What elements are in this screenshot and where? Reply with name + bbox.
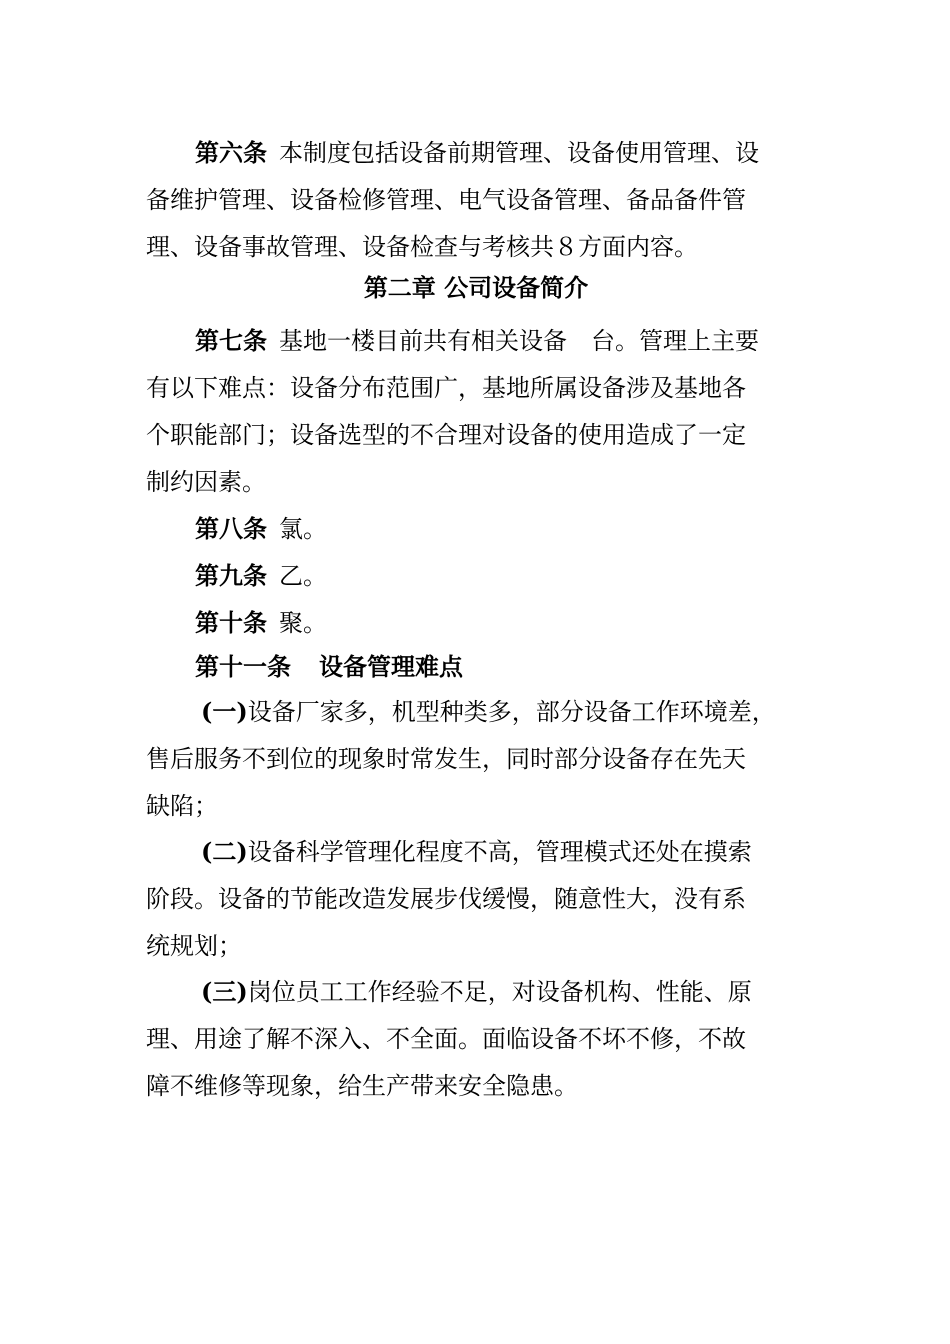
text-line: 理、用途了解不深入、不全面。面临设备不坏不修，不故 xyxy=(146,1025,746,1053)
text-line: 氯。 xyxy=(279,515,327,543)
article-label: 第六条 xyxy=(195,138,267,167)
item-2 xyxy=(146,828,806,970)
article-8 xyxy=(146,505,806,553)
text-line: 阶段。设备的节能改造发展步伐缓慢，随意性大，没有系 xyxy=(146,885,746,913)
text-line: 本制度包括设备前期管理、设备使用管理、设 xyxy=(279,139,759,167)
text-line: 设备厂家多，机型种类多，部分设备工作环境差， xyxy=(247,698,776,726)
item-label: (二) xyxy=(201,837,248,866)
text-line: 缺陷； xyxy=(146,792,218,820)
article-title: 设备管理难点 xyxy=(319,652,463,681)
article-9 xyxy=(146,552,806,600)
article-label: 第九条 xyxy=(195,561,267,590)
text-line: 理、设备事故管理、设备检查与考核共８方面内容。 xyxy=(146,233,698,261)
chapter-heading: 第二章 公司设备简介 xyxy=(363,273,589,302)
text-line: 乙。 xyxy=(279,562,327,590)
article-11 xyxy=(146,643,806,690)
article-10 xyxy=(146,599,806,647)
article-label: 第十一条 xyxy=(195,652,291,681)
article-label: 第十条 xyxy=(195,608,267,637)
article-label: 第八条 xyxy=(195,514,267,543)
text-line: 障不维修等现象，给生产带来安全隐患。 xyxy=(146,1072,578,1100)
text-line: 有以下难点：设备分布范围广，基地所属设备涉及基地各 xyxy=(146,374,746,402)
text-line: 售后服务不到位的现象时常发生，同时部分设备存在先天 xyxy=(146,745,746,773)
text-line: 基地一楼目前共有相关设备 台。管理上主要 xyxy=(279,327,759,355)
item-1 xyxy=(146,688,806,830)
article-label: 第七条 xyxy=(195,326,267,355)
item-label: (三) xyxy=(201,977,248,1006)
text-line: 岗位员工工作经验不足，对设备机构、性能、原 xyxy=(247,978,752,1006)
text-line: 设备科学管理化程度不高，管理模式还处在摸索 xyxy=(247,838,752,866)
article-6 xyxy=(146,129,806,271)
text-line: 统规划； xyxy=(146,932,242,960)
item-label: (一) xyxy=(201,697,248,726)
text-line: 聚。 xyxy=(279,609,327,637)
item-3 xyxy=(146,968,806,1110)
article-7 xyxy=(146,317,806,506)
text-line: 个职能部门；设备选型的不合理对设备的使用造成了一定 xyxy=(146,421,746,449)
text-line: 制约因素。 xyxy=(146,468,266,496)
text-line: 备维护管理、设备检修管理、电气设备管理、备品备件管 xyxy=(146,186,746,214)
